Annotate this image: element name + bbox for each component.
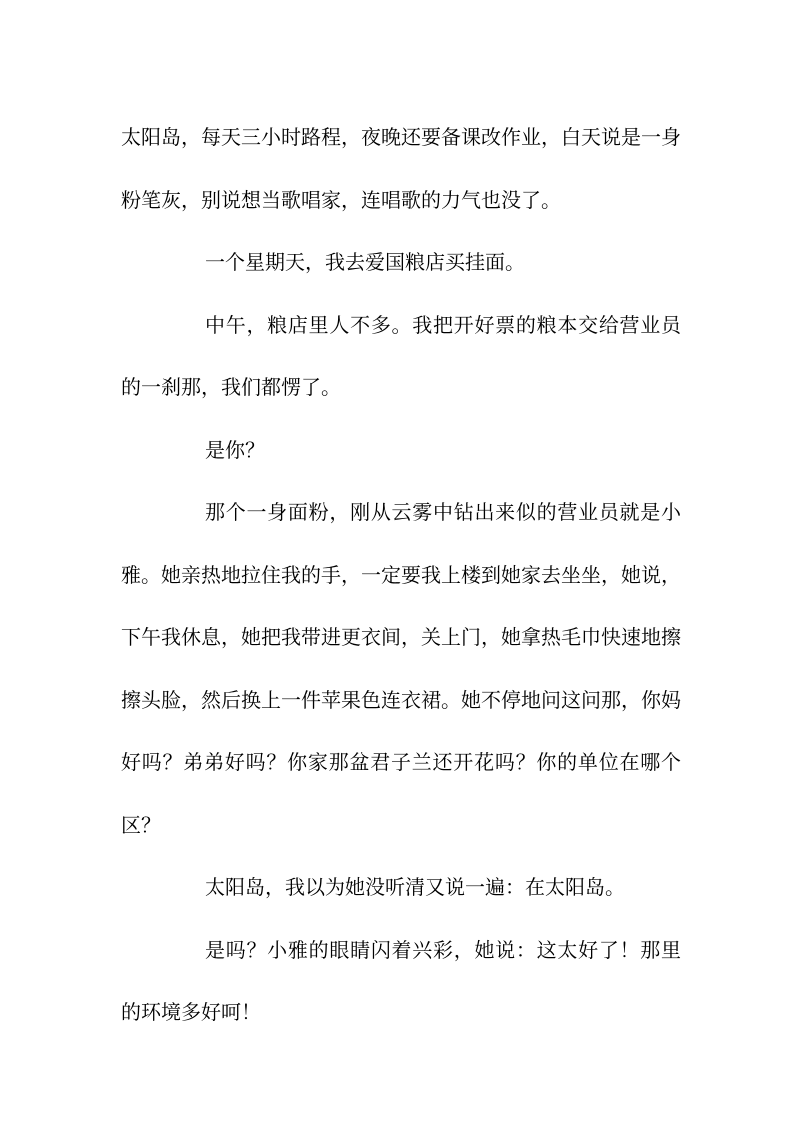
paragraph-4: 是你？ [205,437,265,462]
paragraph-7: 是吗？小雅的眼睛闪着兴彩，她说：这太好了！那里的环境多好呵！ [121,937,681,1024]
paragraph-1: 太阳岛，每天三小时路程，夜晚还要备课改作业，白天说是一身粉笔灰，别说想当歌唱家，连唱歌的力气也没了。 [121,125,681,212]
paragraph-5: 那个一身面粉，刚从云雾中钻出来似的营业员就是小雅。她亲热地拉住我的手，一定要我上楼到她家去坐坐，她说，下午我休息，她把我带进更衣间，关上门，她拿热毛巾快速地擦擦头脸，然后换上一件苹果色连衣裙。她不停地问这问那，你妈好吗？弟弟好吗？你家那盆君子兰还开花吗？你的单位在哪个区？ [121,500,681,837]
paragraph-3: 中午，粮店里人不多。我把开好票的粮本交给营业员的一刹那，我们都愣了。 [121,312,681,399]
document-body [121,106,681,1044]
paragraph-6: 太阳岛，我以为她没听清又说一遍：在太阳岛。 [205,875,625,899]
paragraph-2: 一个星期天，我去爱国粮店买挂面。 [205,250,525,274]
